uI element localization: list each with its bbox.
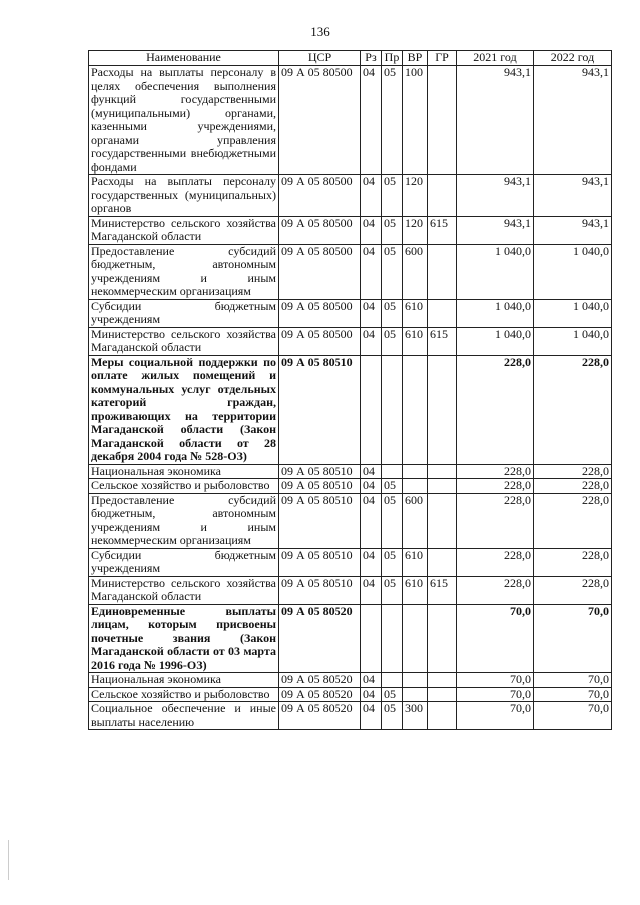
row-2021-cell: 1 040,0: [457, 244, 534, 299]
row-2021-cell: 943,1: [457, 216, 534, 244]
row-name-cell: Единовременные выплаты лицам, которым присвоены почетные звания (Закон Магаданской области от 03 марта 2016 года № 1996-ОЗ): [89, 604, 279, 673]
row-rz-cell: 04: [361, 548, 382, 576]
row-name-cell: Расходы на выплаты персоналу государственных (муниципальных) органов: [89, 175, 279, 217]
row-gr-cell: [428, 604, 457, 673]
row-csr-cell: 09 А 05 80510: [279, 576, 361, 604]
header-name: Наименование: [89, 51, 279, 66]
table-row: [89, 244, 612, 299]
row-name-cell: Министерство сельского хозяйства Магаданской области: [89, 327, 279, 355]
header-csr: ЦСР: [279, 51, 361, 66]
row-gr-cell: [428, 548, 457, 576]
row-2021-cell: 70,0: [457, 687, 534, 702]
row-gr-cell: [428, 687, 457, 702]
row-name-cell: Субсидии бюджетным учреждениям: [89, 548, 279, 576]
row-vr-cell: 120: [403, 175, 428, 217]
row-vr-cell: [403, 687, 428, 702]
row-2021-cell: 70,0: [457, 702, 534, 730]
scan-mark: [8, 840, 10, 880]
row-vr-cell: 300: [403, 702, 428, 730]
row-csr-cell: 09 А 05 80500: [279, 327, 361, 355]
row-2022-cell: 943,1: [534, 216, 612, 244]
row-gr-cell: [428, 244, 457, 299]
row-2022-cell: 228,0: [534, 479, 612, 494]
row-csr-cell: 09 А 05 80520: [279, 604, 361, 673]
header-rz: Рз: [361, 51, 382, 66]
table-row: [89, 66, 612, 175]
row-gr-cell: [428, 175, 457, 217]
row-rz-cell: [361, 355, 382, 464]
row-rz-cell: 04: [361, 216, 382, 244]
table-body: [89, 66, 612, 730]
header-vr: ВР: [403, 51, 428, 66]
row-2021-cell: 228,0: [457, 479, 534, 494]
row-2021-cell: 70,0: [457, 604, 534, 673]
row-name-cell: Национальная экономика: [89, 464, 279, 479]
row-gr-cell: [428, 299, 457, 327]
table-row: [89, 355, 612, 464]
row-rz-cell: 04: [361, 673, 382, 688]
row-2022-cell: 1 040,0: [534, 244, 612, 299]
row-rz-cell: 04: [361, 493, 382, 548]
row-name-cell: Предоставление субсидий бюджетным, автономным учреждениям и иным некоммерческим организациям: [89, 493, 279, 548]
row-gr-cell: 615: [428, 576, 457, 604]
row-vr-cell: 610: [403, 548, 428, 576]
row-2022-cell: 228,0: [534, 548, 612, 576]
row-2022-cell: 943,1: [534, 66, 612, 175]
row-pr-cell: 05: [382, 548, 403, 576]
row-name-cell: Социальное обеспечение и иные выплаты населению: [89, 702, 279, 730]
table-row: [89, 604, 612, 673]
header-pr: Пр: [382, 51, 403, 66]
row-rz-cell: 04: [361, 299, 382, 327]
table-row: [89, 299, 612, 327]
row-csr-cell: 09 А 05 80500: [279, 299, 361, 327]
header-2022: 2022 год: [534, 51, 612, 66]
row-2021-cell: 228,0: [457, 576, 534, 604]
row-pr-cell: 05: [382, 299, 403, 327]
row-2022-cell: 228,0: [534, 576, 612, 604]
row-pr-cell: [382, 604, 403, 673]
row-name-cell: Национальная экономика: [89, 673, 279, 688]
table-row: [89, 493, 612, 548]
row-pr-cell: 05: [382, 327, 403, 355]
row-gr-cell: 615: [428, 327, 457, 355]
row-2021-cell: 228,0: [457, 355, 534, 464]
row-pr-cell: [382, 673, 403, 688]
table-row: [89, 548, 612, 576]
row-csr-cell: 09 А 05 80520: [279, 673, 361, 688]
row-2022-cell: 1 040,0: [534, 327, 612, 355]
row-2022-cell: 1 040,0: [534, 299, 612, 327]
row-csr-cell: 09 А 05 80500: [279, 216, 361, 244]
row-pr-cell: 05: [382, 687, 403, 702]
row-name-cell: Министерство сельского хозяйства Магаданской области: [89, 576, 279, 604]
row-csr-cell: 09 А 05 80510: [279, 479, 361, 494]
row-2021-cell: 228,0: [457, 493, 534, 548]
header-2021: 2021 год: [457, 51, 534, 66]
row-2022-cell: 70,0: [534, 673, 612, 688]
row-rz-cell: 04: [361, 576, 382, 604]
row-vr-cell: 610: [403, 299, 428, 327]
table-row: [89, 479, 612, 494]
row-2021-cell: 1 040,0: [457, 299, 534, 327]
row-pr-cell: [382, 355, 403, 464]
table-header-row: [89, 51, 612, 66]
row-name-cell: Расходы на выплаты персоналу в целях обеспечения выполнения функций государственными (муниципальными) органами, казенными учреждениями, органами управления государственными внебюджетными фондами: [89, 66, 279, 175]
row-vr-cell: [403, 673, 428, 688]
row-2022-cell: 943,1: [534, 175, 612, 217]
row-csr-cell: 09 А 05 80500: [279, 244, 361, 299]
row-2021-cell: 943,1: [457, 66, 534, 175]
row-2021-cell: 1 040,0: [457, 327, 534, 355]
row-pr-cell: 05: [382, 702, 403, 730]
row-csr-cell: 09 А 05 80510: [279, 548, 361, 576]
table-row: [89, 216, 612, 244]
row-gr-cell: 615: [428, 216, 457, 244]
row-name-cell: Субсидии бюджетным учреждениям: [89, 299, 279, 327]
row-name-cell: Сельское хозяйство и рыболовство: [89, 687, 279, 702]
row-pr-cell: 05: [382, 66, 403, 175]
row-gr-cell: [428, 493, 457, 548]
table-row: [89, 175, 612, 217]
page-number: 136: [310, 24, 330, 39]
row-name-cell: Министерство сельского хозяйства Магаданской области: [89, 216, 279, 244]
row-rz-cell: 04: [361, 175, 382, 217]
row-gr-cell: [428, 355, 457, 464]
row-csr-cell: 09 А 05 80510: [279, 493, 361, 548]
row-rz-cell: 04: [361, 687, 382, 702]
row-rz-cell: 04: [361, 702, 382, 730]
row-pr-cell: 05: [382, 244, 403, 299]
row-name-cell: Предоставление субсидий бюджетным, автономным учреждениям и иным некоммерческим организациям: [89, 244, 279, 299]
row-rz-cell: 04: [361, 464, 382, 479]
row-gr-cell: [428, 673, 457, 688]
row-vr-cell: [403, 464, 428, 479]
row-vr-cell: 120: [403, 216, 428, 244]
row-pr-cell: 05: [382, 493, 403, 548]
row-vr-cell: 100: [403, 66, 428, 175]
row-2022-cell: 228,0: [534, 464, 612, 479]
row-vr-cell: [403, 355, 428, 464]
budget-table: [88, 50, 612, 730]
row-pr-cell: 05: [382, 216, 403, 244]
row-vr-cell: 610: [403, 327, 428, 355]
row-gr-cell: [428, 464, 457, 479]
row-csr-cell: 09 А 05 80520: [279, 687, 361, 702]
row-gr-cell: [428, 479, 457, 494]
row-vr-cell: [403, 604, 428, 673]
row-vr-cell: 600: [403, 493, 428, 548]
row-name-cell: Сельское хозяйство и рыболовство: [89, 479, 279, 494]
row-2021-cell: 228,0: [457, 464, 534, 479]
table-row: [89, 464, 612, 479]
row-pr-cell: 05: [382, 175, 403, 217]
row-pr-cell: 05: [382, 479, 403, 494]
table-row: [89, 576, 612, 604]
row-gr-cell: [428, 66, 457, 175]
table-row: [89, 673, 612, 688]
table-row: [89, 687, 612, 702]
header-gr: ГР: [428, 51, 457, 66]
row-rz-cell: [361, 604, 382, 673]
row-2021-cell: 228,0: [457, 548, 534, 576]
row-2022-cell: 70,0: [534, 687, 612, 702]
row-vr-cell: [403, 479, 428, 494]
row-csr-cell: 09 А 05 80500: [279, 66, 361, 175]
row-gr-cell: [428, 702, 457, 730]
row-2022-cell: 228,0: [534, 355, 612, 464]
row-rz-cell: 04: [361, 244, 382, 299]
row-csr-cell: 09 А 05 80500: [279, 175, 361, 217]
row-2021-cell: 70,0: [457, 673, 534, 688]
row-vr-cell: 600: [403, 244, 428, 299]
row-2021-cell: 943,1: [457, 175, 534, 217]
table-row: [89, 327, 612, 355]
row-csr-cell: 09 А 05 80510: [279, 464, 361, 479]
row-2022-cell: 70,0: [534, 702, 612, 730]
row-2022-cell: 70,0: [534, 604, 612, 673]
row-rz-cell: 04: [361, 66, 382, 175]
row-pr-cell: [382, 464, 403, 479]
row-name-cell: Меры социальной поддержки по оплате жилых помещений и коммунальных услуг отдельных категорий граждан, проживающих на территории Магаданской области (Закон Магаданской области от 28 декабря 2004 года № 528-ОЗ): [89, 355, 279, 464]
row-rz-cell: 04: [361, 479, 382, 494]
row-pr-cell: 05: [382, 576, 403, 604]
row-vr-cell: 610: [403, 576, 428, 604]
table-row: [89, 702, 612, 730]
row-2022-cell: 228,0: [534, 493, 612, 548]
row-rz-cell: 04: [361, 327, 382, 355]
row-csr-cell: 09 А 05 80510: [279, 355, 361, 464]
row-csr-cell: 09 А 05 80520: [279, 702, 361, 730]
